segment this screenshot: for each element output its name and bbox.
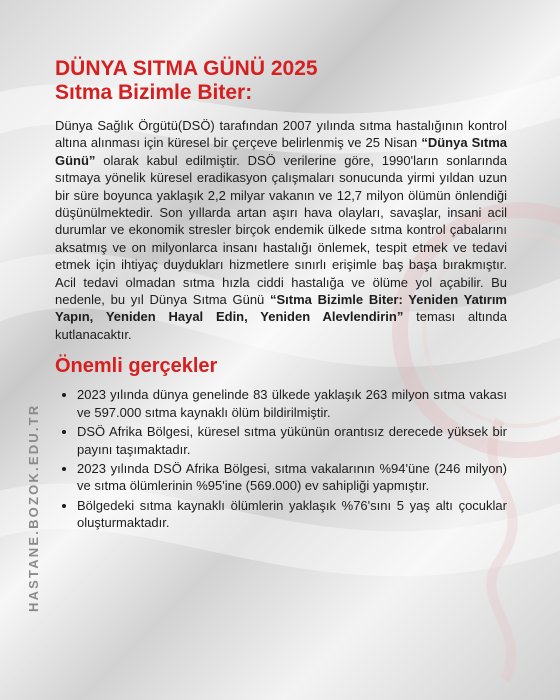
intro-text-2: olarak kabul edilmiştir. DSÖ verilerine göre, 1990'ların sonlarında sıtmaya yönelik küresel eradikasyon çalışmaları sonucunda yirmi yıldan uzun bir süre boyunca yaklaşık 2,2 milyar vakanın ve 12,7 milyon ölümün önlendiği düşünülmektedir. Son yıllarda artan aşırı hava olayları, savaşlar, insani acil durumlar ve ekonomik stresler birçok endemik ülkede sıtma kontrol çabalarını aksatmış ve on milyonlarca insanı hastalığı önlemek, tespit etmek ve tedavi etmek için ihtiyaç duydukları hizmetlere sınırlı erişimle baş başa bırakmıştır. Acil tedavi olmadan sıtma hızla ciddi hastalığa ve ölüme yol açabilir. Bu nedenle, bu yıl Dünya Sıtma Günü xyxy=(55,152,507,308)
intro-paragraph xyxy=(55,117,507,343)
subtitle-line: Sıtma Bizimle Biter: xyxy=(55,81,253,104)
list-item: • 2023 yılında DSÖ Afrika Bölgesi, sıtma vakalarının %94'üne (246 milyon) ve sıtma ölümlerinin %95'ine (569.000) ev sahipliği yapmıştır. xyxy=(77,460,507,495)
list-item: • Bölgedeki sıtma kaynaklı ölümlerin yaklaşık %76'sını 5 yaş altı çocuklar oluşturmaktadır. xyxy=(77,497,507,532)
main-content xyxy=(55,57,507,534)
facts-list xyxy=(55,386,507,531)
website-watermark: HASTANE.BOZOK.EDU.TR xyxy=(26,403,41,612)
list-item: • 2023 yılında dünya genelinde 83 ülkede yaklaşık 263 milyon sıtma vakası ve 597.000 sıtma kaynaklı ölüm bildirilmiştir. xyxy=(77,386,507,421)
intro-emphasis-2: “Sıtma Bizimle Biter: Yeniden Yatırım Yapın, Yeniden Hayal Edin, Yeniden Alevlendirin” xyxy=(55,292,507,325)
page-title xyxy=(55,57,507,105)
title-line: DÜNYA SITMA GÜNÜ 2025 xyxy=(55,57,318,80)
section-title-facts: Önemli gerçekler xyxy=(55,355,218,378)
intro-emphasis-1: “Dünya Sıtma Günü” xyxy=(55,135,507,168)
list-item: • DSÖ Afrika Bölgesi, küresel sıtma yükünün orantısız derecede yüksek bir payını taşımaktadır. xyxy=(77,423,507,458)
intro-text-1: Dünya Sağlık Örgütü(DSÖ) tarafından 2007 yılında sıtma hastalığının kontrol altına alınması için küresel bir çerçeve belirlenmiş ve 25 Nisan xyxy=(55,118,507,151)
intro-text-3: teması altında kutlanacaktır. xyxy=(55,309,507,342)
